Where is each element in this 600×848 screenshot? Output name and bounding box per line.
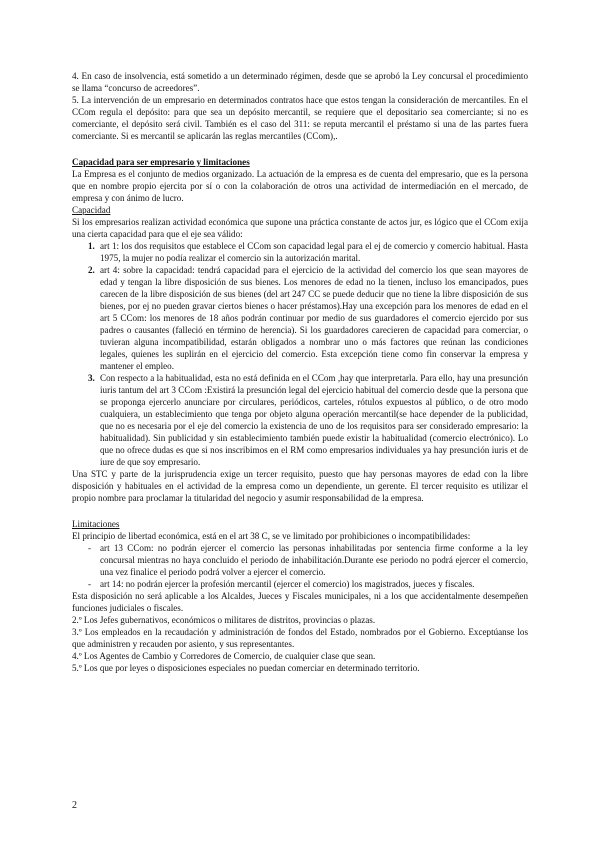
list-item-text: Con respecto a la habitualidad, esta no está definida en el CCom ,hay que interpretarla. Para ello, hay una presunción iuris tantum del art 3 CCom :Existirá la presunción legal del ejercicio habitual del comercio desde que la persona que se proponga ejercerlo anunciare por circulares, periódicos, carteles, rótulos expuestos al público, o de otro modo cualquiera, un establecimiento que tenga por objeto alguna operación mercantil(se hace depender de la publicidad, que no es necesaria por el eje del comercio la existencia de uno de los requisitos para ser considerado empresario: la habitualidad). Sin publicidad y sin establecimiento también puede existir la habitualidad (comercio electrónico). Lo que no ofrece dudas es que si nos inscribimos en el RM como empresarios individuales ya hay presunción iuris et de iure de que soy empresario. bbox=[100, 373, 528, 467]
limitaciones-dash-list bbox=[72, 542, 528, 590]
list-item-text: art 13 CCom: no podrán ejercer el comercio las personas inhabilitadas por sentencia firme conforme a la ley concursal mientras no haya concluido el periodo de inhabilitación.Durante ese periodo no podrá ejercer el comercio, una vez finalice el periodo podrá volver a ejercer el comercio. bbox=[100, 543, 528, 577]
list-item bbox=[72, 542, 528, 578]
paragraph-empleados-recaudacion: 3.º Los empleados en la recaudación y administración de fondos del Estado, nombrados por el Gobierno. Exceptúanse los que administren y recauden por asiento, y sus representantes. bbox=[72, 627, 528, 649]
list-number: 3. bbox=[88, 373, 95, 383]
dash-marker: - bbox=[88, 543, 92, 553]
document-body bbox=[72, 70, 528, 674]
subheading-capacidad: Capacidad bbox=[72, 205, 111, 215]
list-item bbox=[72, 240, 528, 264]
paragraph-insolvencia: 4. En caso de insolvencia, está sometido a un determinado régimen, desde que se aprobó la Ley concursal el procedimiento se llama “concurso de acreedores”. bbox=[72, 71, 528, 93]
paragraph-empresa: La Empresa es el conjunto de medios organizado. La actuación de la empresa es de cuenta del empresario, que es la persona que en nombre propio ejercita por sí o con la colaboración de otros una actividad de intermediación en el mercado, de empresa y con ánimo de lucro. bbox=[72, 169, 528, 203]
capacidad-numbered-list bbox=[72, 240, 528, 468]
paragraph-contratos-mercantiles: 5. La intervención de un empresario en determinados contratos hace que estos tengan la consideración de mercantiles. En el CCom regula el depósito: para que sea un depósito mercantil, se requiere que el depositario sea comerciante; si no es comerciante, el depósito será civil. También es el caso del 311: se reputa mercantil el préstamo si una de las partes fuera comerciante. Si es mercantil se aplicarán las reglas mercantiles (CCom),. bbox=[72, 95, 528, 141]
list-number: 1. bbox=[88, 241, 95, 251]
subheading-limitaciones: Limitaciones bbox=[72, 519, 120, 529]
page-number: 2 bbox=[72, 800, 77, 811]
list-item-text: art 14: no podrán ejercer la profesión mercantil (ejercer el comercio) los magistrados, jueces y fiscales. bbox=[100, 579, 475, 589]
dash-marker: - bbox=[88, 579, 92, 589]
paragraph-agentes-cambio: 4.º Los Agentes de Cambio y Corredores de Comercio, de cualquier clase que sean. bbox=[72, 651, 376, 661]
paragraph-libertad-economica: El principio de libertad económica, está en el art 38 C, se ve limitado por prohibiciones o incompatibilidades: bbox=[72, 531, 471, 541]
list-item-text: art 4: sobre la capacidad: tendrá capacidad para el ejercicio de la actividad del comercio los que sean mayores de edad y tengan la libre disposición de sus bienes. Los menores de edad no la tienen, incluso los emancipados, pues carecen de la libre disposición de sus bienes (del art 247 CC se puede deducir que no tiene la libre disposición de sus bienes, por ej no pueden gravar ciertos bienes o hacer préstamos).Hay una excepción para los menores de edad en el art 5 CCom: los menores de 18 años podrán continuar por medio de sus guardadores el comercio ejercido por sus padres o causantes (falleció en término de herencia). Si los guardadores carecieren de capacidad para comerciar, o tuvieran alguna incompatibilidad, estarán obligados a nombrar uno o más factores que reúnan las condiciones legales, quienes les suplirán en el ejercicio del comercio. Esta excepción tiene como fin conservar la empresa y mantener el empleo. bbox=[100, 265, 528, 371]
paragraph-disposiciones-especiales: 5.º Los que por leyes o disposiciones especiales no puedan comerciar en determinado territorio. bbox=[72, 663, 420, 673]
list-number: 2. bbox=[88, 265, 95, 275]
list-item bbox=[72, 578, 528, 590]
paragraph-jefes-gubernativos: 2.º Los Jefes gubernativos, económicos o militares de distritos, provincias o plazas. bbox=[72, 615, 376, 625]
list-item bbox=[72, 264, 528, 372]
list-item-text: art 1: los dos requisitos que establece el CCom son capacidad legal para el ej de comercio y comercio habitual. Hasta 1975, la mujer no podía realizar el comercio sin la autorización marital. bbox=[100, 241, 528, 263]
paragraph-excepcion-alcaldes: Esta disposición no será aplicable a los Alcaldes, Jueces y Fiscales municipales, ni a los que accidentalmente desempeñen funciones judiciales o fiscales. bbox=[72, 591, 528, 613]
section-heading-capacidad: Capacidad para ser empresario y limitaciones bbox=[72, 157, 250, 167]
paragraph-capacidad-intro: Si los empresarios realizan actividad económica que supone una práctica constante de actos jur, es lógico que el CCom exija una cierta capacidad para que el eje sea válido: bbox=[72, 217, 528, 239]
list-item bbox=[72, 372, 528, 468]
paragraph-tercer-requisito: Una STC y parte de la jurisprudencia exige un tercer requisito, puesto que hay personas mayores de edad con la libre disposición y habituales en el actividad de la empresa como un dependiente, un gerente. El tercer requisito es utilizar el propio nombre para proclamar la titularidad del negocio y asumir responsabilidad de la empresa. bbox=[72, 469, 528, 503]
